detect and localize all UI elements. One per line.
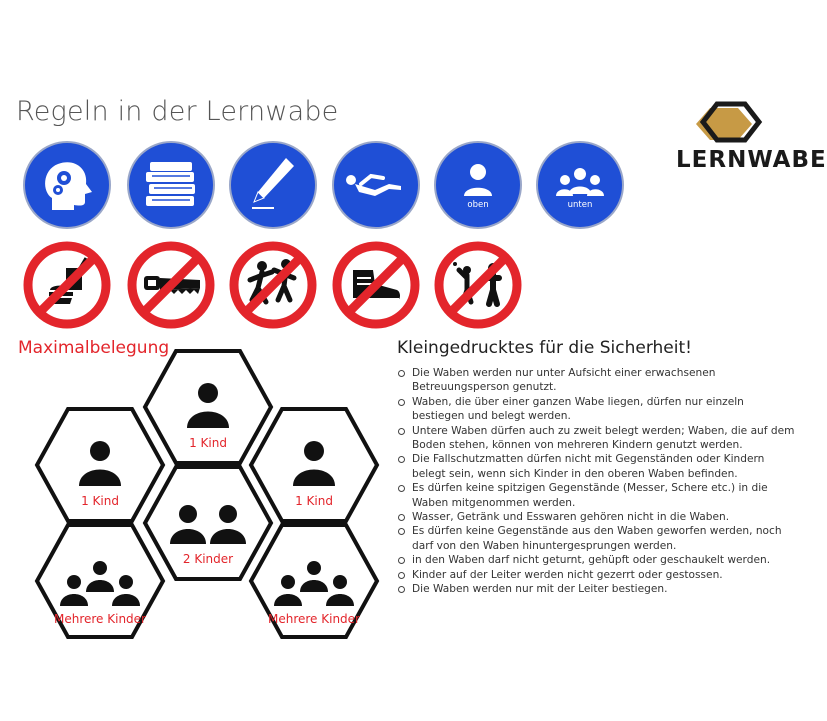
hex-label: Mehrere Kinder [267, 612, 360, 626]
books-icon [126, 140, 216, 230]
rule-item: Die Waben werden nur unter Aufsicht einer erwachsenen Betreuungsperson genutzt. [384, 366, 796, 395]
rule-item: Die Waben werden nur mit der Leiter bestiegen. [384, 582, 796, 596]
sign-think [22, 140, 112, 230]
hex-label: 1 Kind [295, 494, 333, 508]
rule-item: Die Fallschutzmatten dürfen nicht mit Gegenständen oder Kindern belegt sein, wenn sich Kinder in den oberen Waben befinden. [384, 452, 796, 481]
sign-no-jumping [228, 240, 318, 330]
no-jumping-icon [228, 240, 318, 330]
rules-list [384, 366, 796, 597]
hex-cell-lower-right [248, 522, 380, 640]
hexagon-logo-icon [690, 100, 800, 190]
person-icon [433, 140, 523, 230]
rule-item: Es dürfen keine Gegenstände aus den Waben geworfen werden, noch darf von den Waben hinuntergesprungen werden. [384, 524, 796, 553]
rules-title: Kleingedrucktes für die Sicherheit! [397, 338, 692, 358]
sign-lie-down [331, 140, 421, 230]
sign-write [228, 140, 318, 230]
rule-item: Untere Waben dürfen auch zu zweit belegt werden; Waben, die auf dem Boden stehen, können von mehreren Kindern genutzt werden. [384, 424, 796, 453]
sign-bottom [535, 140, 625, 230]
sign-no-shoes [331, 240, 421, 330]
rule-item: Kinder auf der Leiter werden nicht gezerrt oder gestossen. [384, 568, 796, 582]
rule-item: Waben, die über einer ganzen Wabe liegen, dürfen nur einzeln bestiegen und belegt werden. [384, 395, 796, 424]
page-title: Regeln in der Lernwabe [16, 96, 339, 127]
sign-bottom-label: unten [567, 200, 593, 210]
sign-books [126, 140, 216, 230]
rule-item: Es dürfen keine spitzigen Gegenstände (Messer, Schere etc.) in die Waben mitgenommen werden. [384, 481, 796, 510]
no-food-drink-icon [22, 240, 112, 330]
lying-person-icon [331, 140, 421, 230]
head-gears-icon [22, 140, 112, 230]
no-shoes-icon [331, 240, 421, 330]
pencil-icon [228, 140, 318, 230]
sign-top [433, 140, 523, 230]
group-icon [535, 140, 625, 230]
sign-no-food [22, 240, 112, 330]
sign-no-saw [126, 240, 216, 330]
rule-item: Wasser, Getränk und Esswaren gehören nicht in die Waben. [384, 510, 796, 524]
occupancy-heading: Maximalbelegung [18, 338, 170, 358]
sign-top-label: oben [467, 200, 489, 210]
hex-label: 1 Kind [81, 494, 119, 508]
rule-item: in den Waben darf nicht geturnt, gehüpft oder geschaukelt werden. [384, 553, 796, 567]
sign-no-throwing [433, 240, 523, 330]
lernwabe-logo [690, 100, 800, 190]
no-saw-icon [126, 240, 216, 330]
hex-label: Mehrere Kinder [53, 612, 146, 626]
no-throwing-icon [433, 240, 523, 330]
hex-label: 2 Kinder [182, 552, 234, 566]
hex-cell-lower-left [34, 522, 166, 640]
logo-text: LERNWABE [676, 147, 827, 173]
hex-label: 1 Kind [189, 436, 227, 450]
